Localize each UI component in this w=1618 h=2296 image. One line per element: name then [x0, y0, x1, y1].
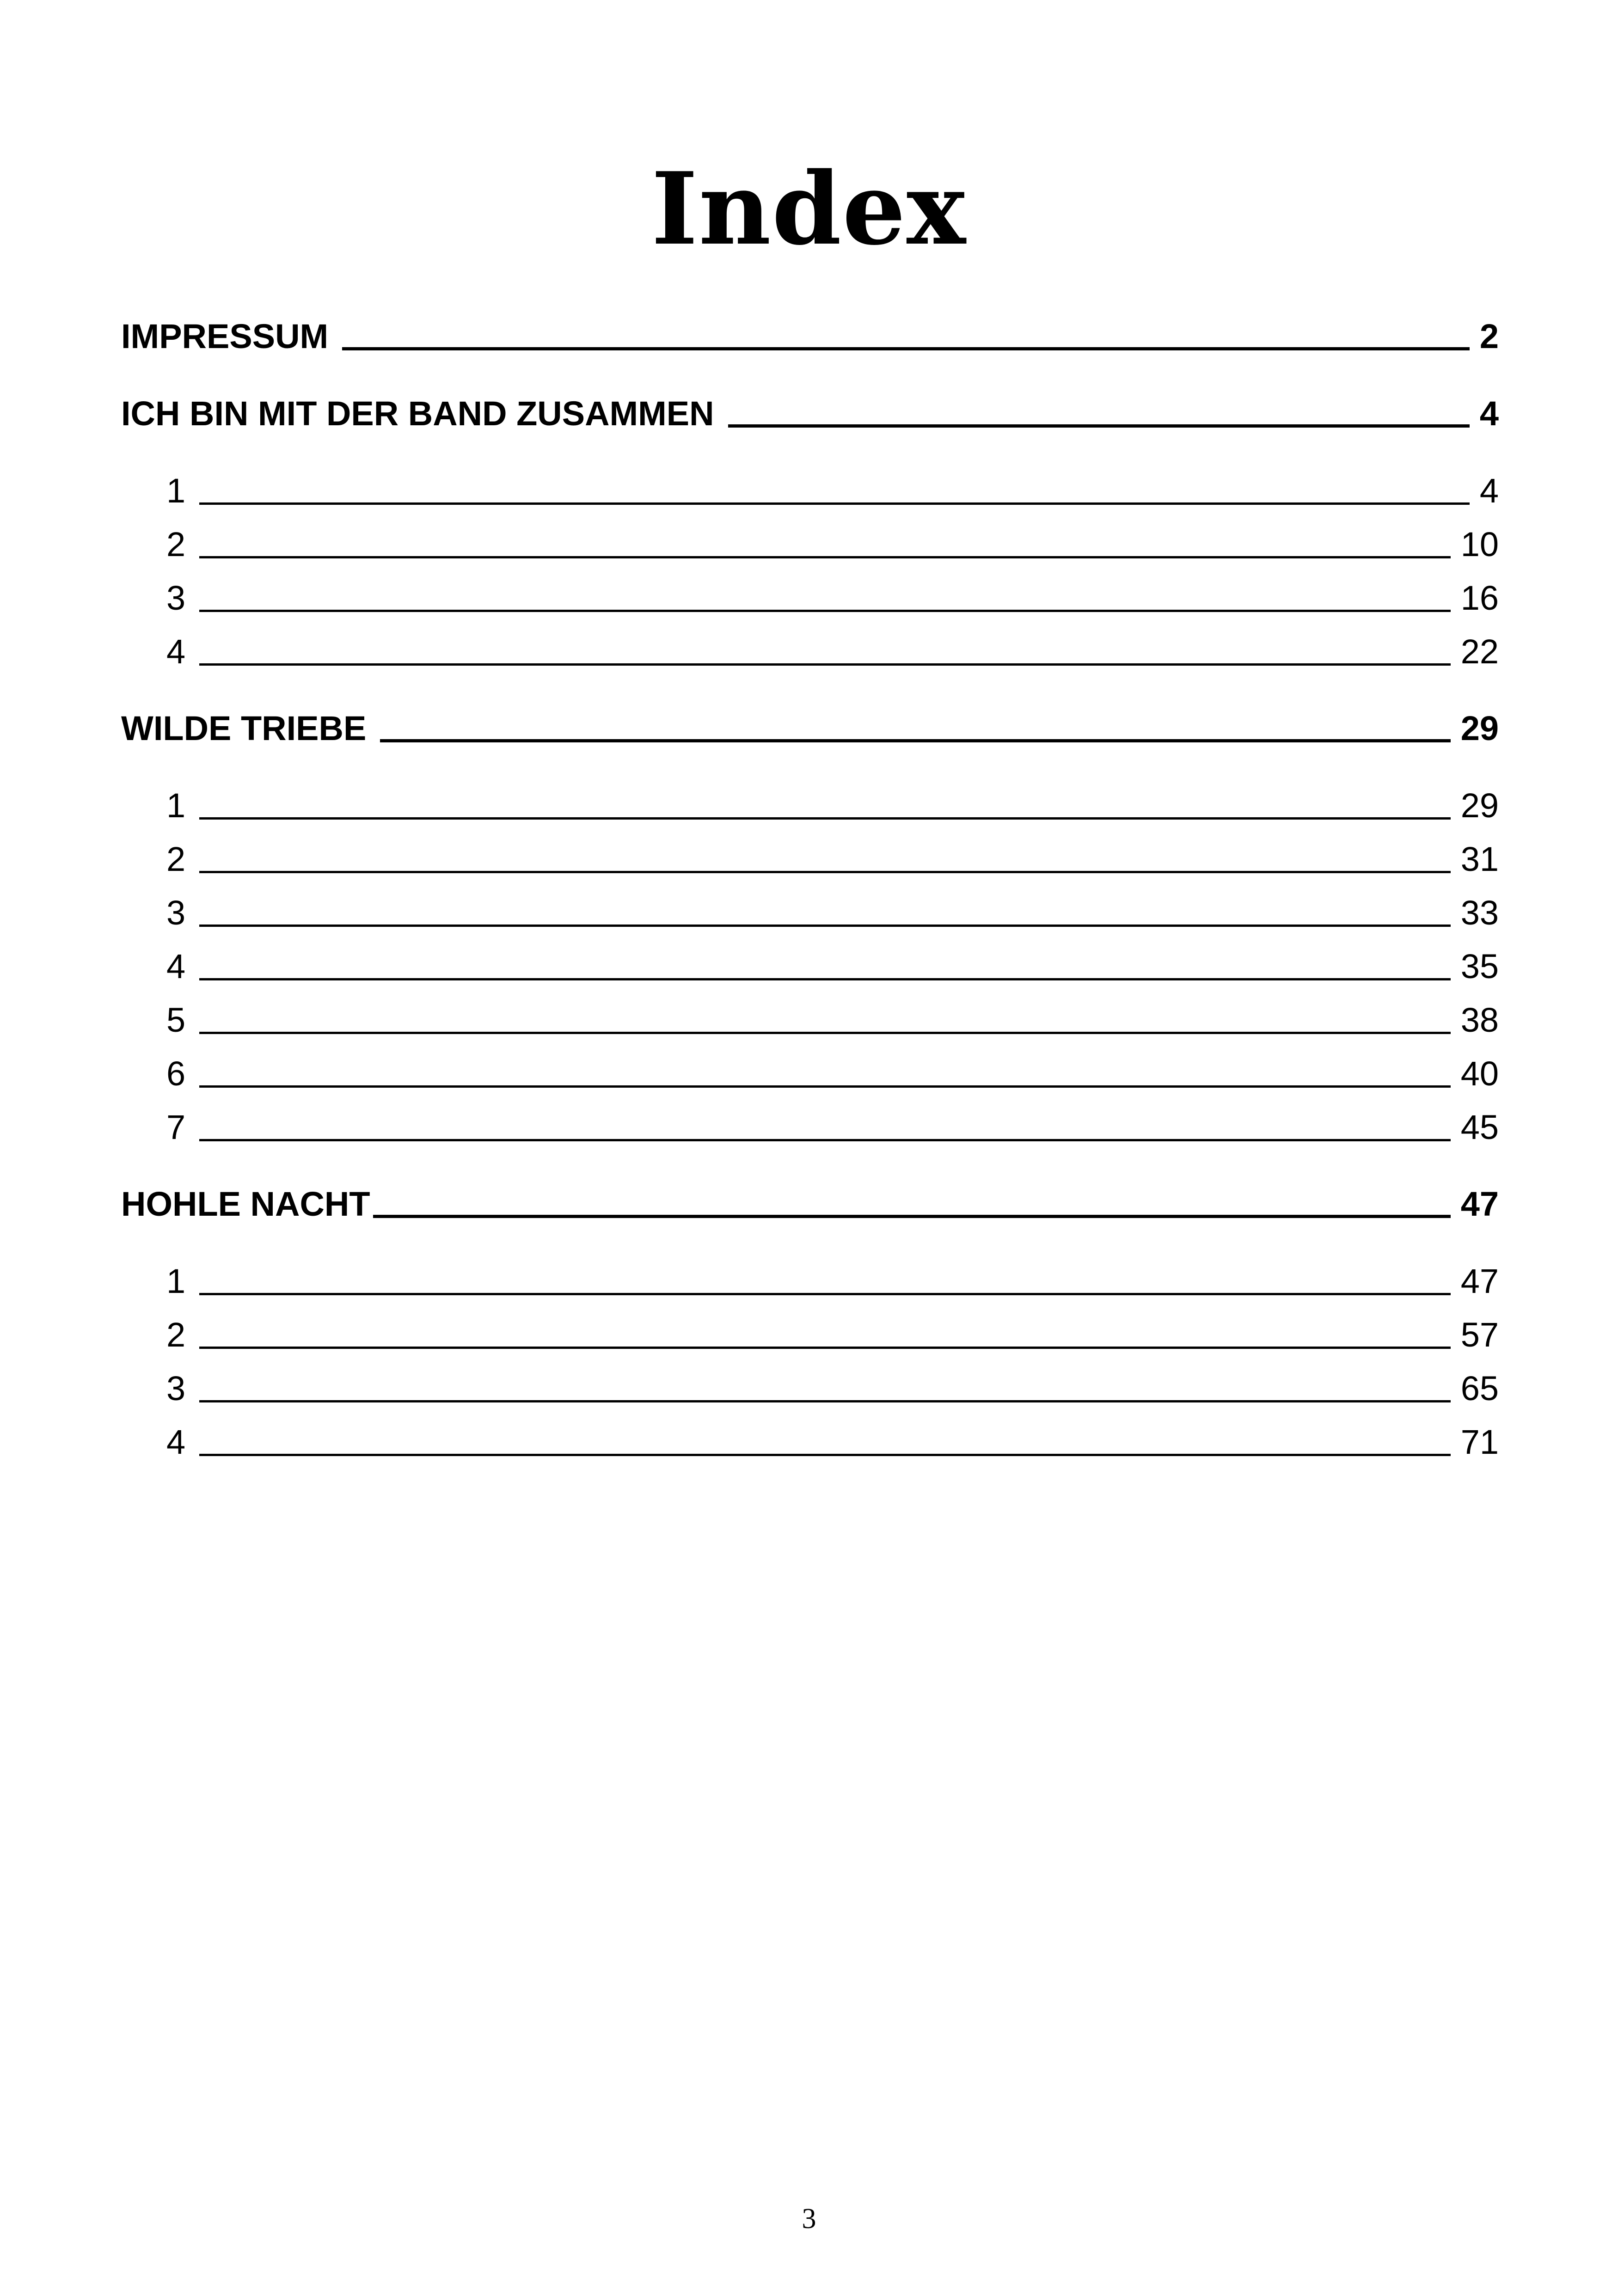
toc-leader-line	[380, 739, 1450, 742]
toc-leader-line	[199, 663, 1451, 666]
toc-entry-page: 4	[1479, 471, 1499, 510]
toc-entry[interactable]	[166, 1370, 1499, 1407]
toc-heading-label: ICH BIN MIT DER BAND ZUSAMMEN	[121, 394, 714, 433]
toc-heading-page: 47	[1460, 1185, 1499, 1223]
toc-entry-page: 10	[1460, 525, 1499, 563]
toc-entry[interactable]	[166, 787, 1499, 824]
toc-entry-page: 38	[1460, 1001, 1499, 1039]
toc-entry[interactable]	[166, 948, 1499, 985]
toc-entry[interactable]	[166, 1263, 1499, 1300]
toc-leader-line	[199, 978, 1451, 980]
toc-entry-page: 16	[1460, 579, 1499, 617]
toc-leader-line	[199, 502, 1470, 505]
toc-leader-line	[199, 925, 1451, 927]
toc-entry[interactable]	[166, 1316, 1499, 1353]
toc-entry-page: 29	[1460, 786, 1499, 825]
toc-entry-label: 5	[166, 1001, 186, 1039]
toc-heading-wilde-triebe[interactable]	[121, 710, 1499, 747]
toc-entry-page: 65	[1460, 1369, 1499, 1408]
toc-entry[interactable]	[166, 526, 1499, 563]
toc-entry-label: 2	[166, 1316, 186, 1354]
toc-heading-page: 29	[1460, 709, 1499, 747]
toc-entry-page: 47	[1460, 1262, 1499, 1300]
toc-entry[interactable]	[166, 1055, 1499, 1092]
toc-entry-page: 45	[1460, 1108, 1499, 1146]
toc-entry-label: 1	[166, 1262, 186, 1300]
toc-entry-label: 1	[166, 786, 186, 825]
toc-entry[interactable]	[166, 1002, 1499, 1039]
toc-entry-label: 1	[166, 471, 186, 510]
toc-leader-line	[199, 871, 1451, 873]
toc-leader-line	[199, 1032, 1451, 1034]
toc-heading-label: HOHLE NACHT	[121, 1185, 370, 1223]
toc-leader-line	[199, 1139, 1451, 1141]
toc-entry[interactable]	[166, 472, 1499, 509]
toc-leader-line	[199, 610, 1451, 612]
page-number: 3	[802, 2203, 816, 2235]
toc-entry-label: 3	[166, 894, 186, 932]
toc-heading-label: IMPRESSUM	[121, 317, 329, 355]
toc-entry-label: 3	[166, 1369, 186, 1408]
toc-entry[interactable]	[166, 633, 1499, 670]
toc-heading-ich-bin-mit-der-band-zusammen[interactable]	[121, 395, 1499, 432]
toc-heading-hohle-nacht[interactable]	[121, 1186, 1499, 1223]
toc-leader-line	[199, 1293, 1451, 1295]
page-title: Index	[651, 150, 967, 268]
toc-entry-label: 2	[166, 840, 186, 878]
toc-entry[interactable]	[166, 1424, 1499, 1461]
toc-entry-page: 57	[1460, 1316, 1499, 1354]
toc-entry[interactable]	[166, 580, 1499, 617]
toc-entry-label: 7	[166, 1108, 186, 1146]
toc-leader-line	[728, 424, 1470, 428]
toc-entry-label: 4	[166, 947, 186, 986]
toc-entry-label: 4	[166, 1423, 186, 1461]
toc-entry-page: 33	[1460, 894, 1499, 932]
toc-leader-line	[373, 1215, 1451, 1218]
toc-leader-line	[199, 1347, 1451, 1349]
toc-entry[interactable]	[166, 841, 1499, 878]
toc-leader-line	[342, 347, 1470, 350]
toc-heading-impressum[interactable]	[121, 318, 1499, 355]
toc-entry-page: 31	[1460, 840, 1499, 878]
toc-entry-label: 6	[166, 1054, 186, 1093]
toc-entry[interactable]	[166, 894, 1499, 931]
toc-entry-label: 3	[166, 579, 186, 617]
toc-heading-page: 4	[1479, 394, 1499, 433]
toc-heading-page: 2	[1479, 317, 1499, 355]
toc-heading-label: WILDE TRIEBE	[121, 709, 367, 747]
toc-entry-page: 22	[1460, 632, 1499, 671]
toc-entry[interactable]	[166, 1109, 1499, 1146]
toc-entry-page: 71	[1460, 1423, 1499, 1461]
toc-leader-line	[199, 1454, 1451, 1456]
toc-entry-page: 35	[1460, 947, 1499, 986]
toc-entry-page: 40	[1460, 1054, 1499, 1093]
toc-leader-line	[199, 1400, 1451, 1402]
toc-leader-line	[199, 817, 1451, 820]
toc-entry-label: 4	[166, 632, 186, 671]
toc-entry-label: 2	[166, 525, 186, 563]
toc-leader-line	[199, 1085, 1451, 1088]
toc-leader-line	[199, 556, 1451, 558]
